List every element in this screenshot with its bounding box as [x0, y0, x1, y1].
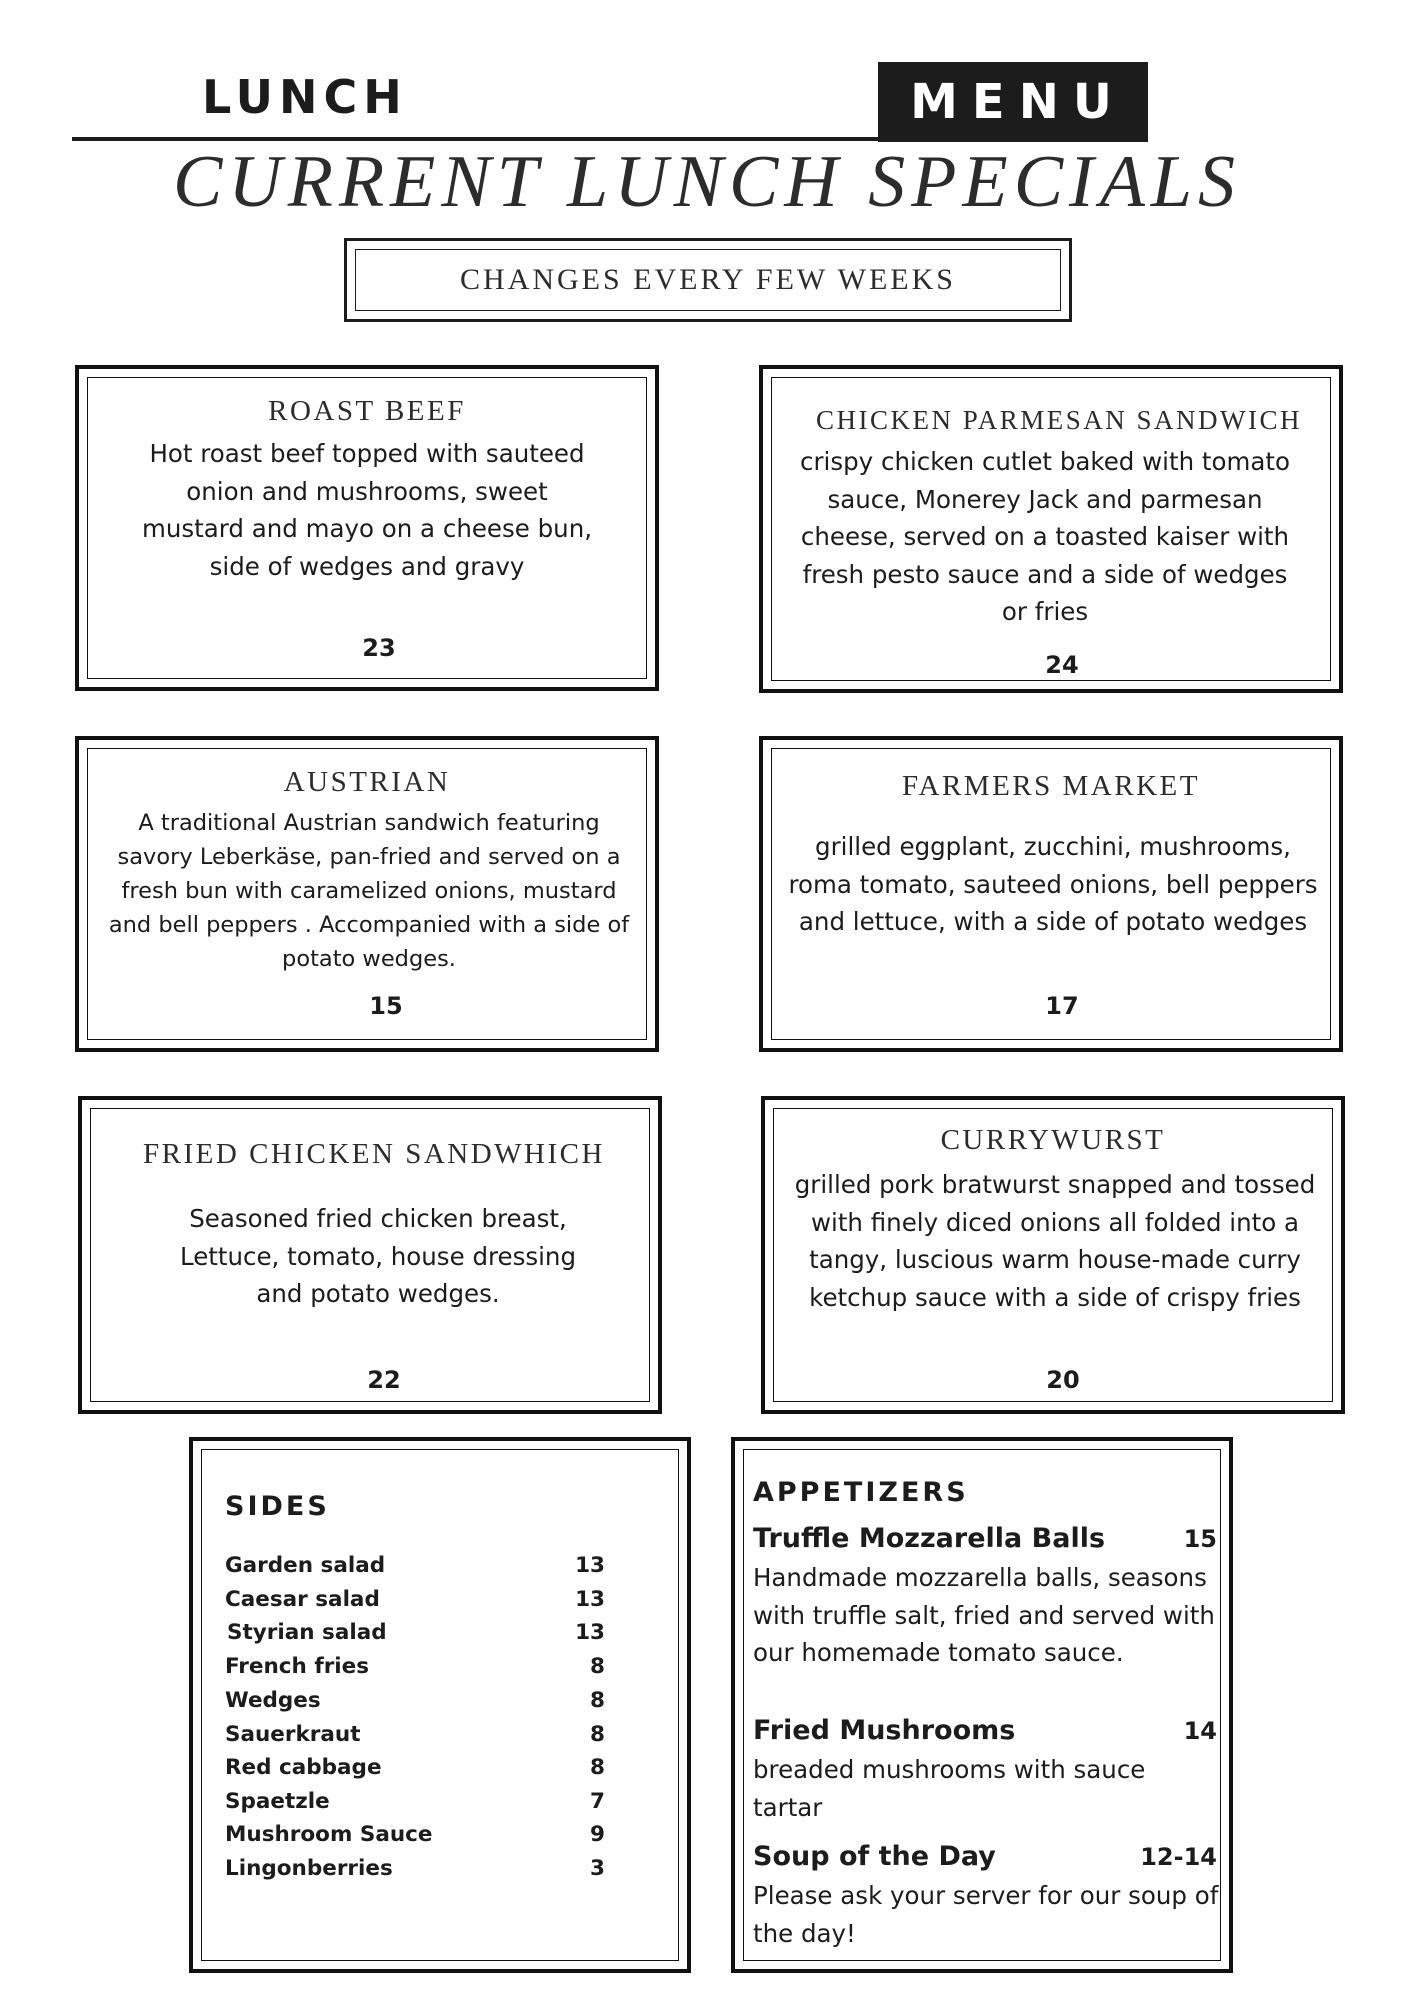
dish-price: 23 [362, 634, 396, 662]
side-name: Wedges [225, 1688, 321, 1713]
list-item [225, 1856, 605, 1890]
dish-description: Hot roast beef topped with sauteed onion and mushrooms, sweet mustard and mayo on a cheese bun, side of wedges and gravy [141, 439, 593, 581]
side-name: Red cabbage [225, 1755, 382, 1780]
page-title: CURRENT LUNCH SPECIALS [172, 141, 1242, 223]
appetizer-price: 14 [1183, 1717, 1217, 1745]
dish-name: CURRYWURST [940, 1124, 1166, 1156]
list-item [225, 1789, 605, 1823]
side-price: 8 [590, 1688, 605, 1713]
menu-badge: MENU [878, 62, 1148, 142]
side-name: Mushroom Sauce [225, 1822, 433, 1847]
dish-card-roast-beef [75, 365, 659, 691]
list-item [225, 1620, 605, 1654]
dish-name: ROAST BEEF [268, 395, 466, 427]
side-name: Styrian salad [227, 1620, 387, 1645]
side-name: Garden salad [225, 1553, 386, 1578]
dish-description: grilled eggplant, zucchini, mushrooms, roma tomato, sauteed onions, bell peppers and lettuce, with a side of potato wedges [788, 832, 1318, 936]
side-price: 13 [575, 1620, 605, 1645]
appetizer-name: Fried Mushrooms [753, 1715, 1016, 1746]
dish-description: Seasoned fried chicken breast, Lettuce, tomato, house dressing and potato wedges. [179, 1204, 577, 1308]
appetizer-description: Please ask your server for our soup of the day! [753, 1881, 1219, 1948]
dish-name: AUSTRIAN [283, 766, 451, 798]
appetizer-price: 15 [1183, 1525, 1217, 1553]
side-name: Caesar salad [225, 1587, 380, 1612]
dish-price: 15 [369, 992, 403, 1020]
side-price: 13 [575, 1587, 605, 1612]
side-name: Spaetzle [225, 1789, 330, 1814]
appetizer-name-row [753, 1841, 1217, 1872]
appetizer-price: 12-14 [1140, 1843, 1217, 1871]
dish-card-fried-chicken [78, 1096, 662, 1414]
side-price: 7 [590, 1789, 605, 1814]
appetizers-panel [731, 1437, 1233, 1973]
dish-card-currywurst [761, 1096, 1345, 1414]
appetizers-title: APPETIZERS [753, 1477, 969, 1508]
list-item [225, 1822, 605, 1856]
dish-price: 17 [1045, 992, 1079, 1020]
subtitle-text: CHANGES EVERY FEW WEEKS [355, 249, 1061, 311]
sides-title: SIDES [225, 1491, 330, 1522]
appetizer-name-row [753, 1523, 1217, 1554]
side-price: 8 [590, 1654, 605, 1679]
side-price: 9 [590, 1822, 605, 1847]
side-name: Sauerkraut [225, 1722, 361, 1747]
side-price: 8 [590, 1722, 605, 1747]
list-item [225, 1755, 605, 1789]
list-item [225, 1553, 605, 1587]
lunch-label: LUNCH [202, 70, 408, 124]
dish-card-farmers-market [759, 736, 1343, 1052]
dish-price: 20 [1046, 1366, 1080, 1394]
dish-name: FRIED CHICKEN SANDWHICH [143, 1138, 605, 1170]
appetizer-description: breaded mushrooms with sauce tartar [753, 1755, 1146, 1822]
side-price: 3 [590, 1856, 605, 1881]
dish-card-chicken-parmesan [759, 365, 1343, 693]
dish-description: A traditional Austrian sandwich featuring savory Leberkäse, pan-fried and served on a fresh bun with caramelized onions, mustard and bell peppers . Accompanied with a side of potato wedges. [108, 810, 630, 972]
side-name: French fries [225, 1654, 370, 1679]
dish-price: 24 [1045, 651, 1079, 679]
list-item [225, 1654, 605, 1688]
dish-name: CHICKEN PARMESAN SANDWICH [815, 405, 1303, 435]
list-item [225, 1688, 605, 1722]
dish-price: 22 [367, 1366, 401, 1394]
dish-card-austrian [75, 736, 659, 1052]
appetizer-name: Truffle Mozzarella Balls [753, 1523, 1106, 1554]
list-item [225, 1587, 605, 1621]
side-price: 8 [590, 1755, 605, 1780]
dish-description: grilled pork bratwurst snapped and tossed with finely diced onions all folded into a tangy, luscious warm house-made curry ketchup sauce with a side of crispy fries [794, 1170, 1316, 1312]
appetizer-name-row [753, 1715, 1217, 1746]
subtitle-box [344, 238, 1072, 322]
dish-description: crispy chicken cutlet baked with tomato sauce, Monerey Jack and parmesan cheese, served on a toasted kaiser with fresh pesto sauce and a side of wedges or fries [800, 447, 1290, 626]
appetizer-description: Handmade mozzarella balls, seasons with truffle salt, fried and served with our homemade tomato sauce. [753, 1563, 1215, 1667]
appetizer-name: Soup of the Day [753, 1841, 996, 1872]
side-name: Lingonberries [225, 1856, 393, 1881]
side-price: 13 [575, 1553, 605, 1578]
list-item [225, 1722, 605, 1756]
sides-panel [189, 1437, 691, 1973]
dish-name: FARMERS MARKET [902, 770, 1200, 802]
